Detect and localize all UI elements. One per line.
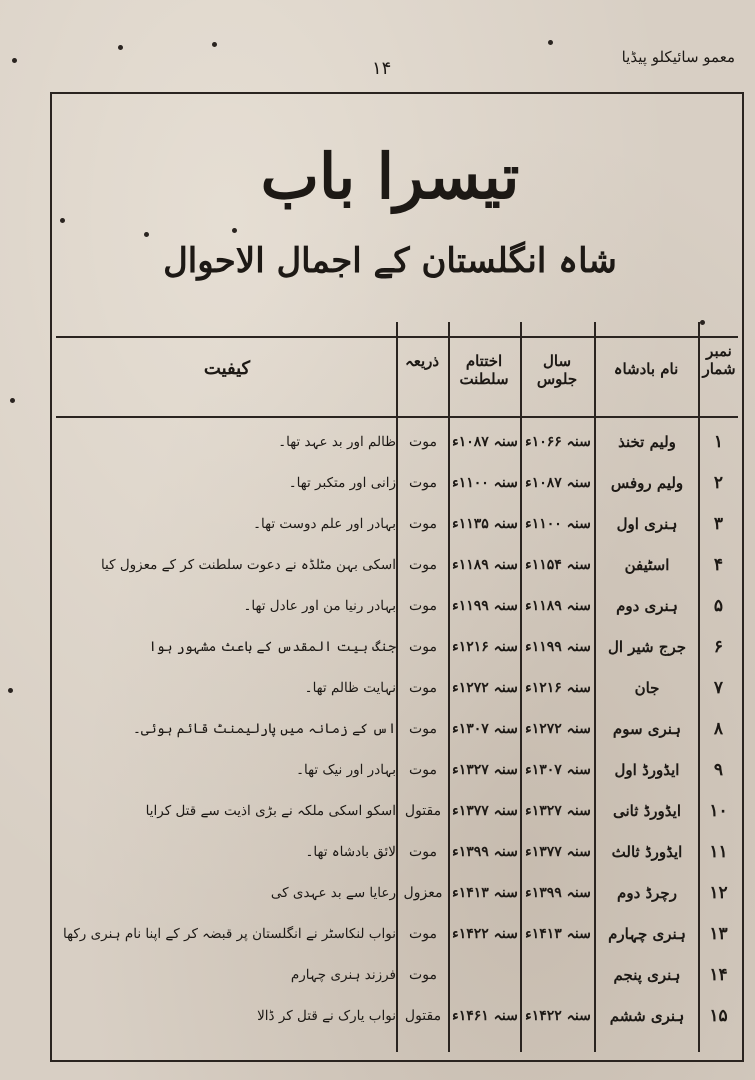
means: موت <box>409 844 437 860</box>
row-number: ۱ <box>713 432 724 452</box>
table-row <box>56 422 738 462</box>
end-of-reign: سنہ ۱۳۲۷ء <box>452 762 518 778</box>
table-row <box>56 955 738 995</box>
end-of-reign: سنہ ۱۴۲۲ء <box>452 926 518 942</box>
chapter-subtitle: شاہ انگلستان کے اجمال الاحوال <box>163 241 617 281</box>
row-number: ۲ <box>713 473 724 493</box>
row-number: ۱۲ <box>709 883 728 903</box>
king-name: ہنری چہارم <box>608 925 686 943</box>
means: معزول <box>403 885 443 901</box>
means: موت <box>409 967 437 983</box>
end-of-reign: سنہ ۱۳۰۷ء <box>452 721 518 737</box>
end-of-reign: سنہ ۱۴۶۱ء <box>452 1008 518 1024</box>
means: مقتول <box>404 803 442 819</box>
accession-year: سنہ ۱۳۰۷ء <box>525 762 591 778</box>
end-of-reign: سنہ ۱۲۱۶ء <box>452 639 518 655</box>
king-name: رچرڈ دوم <box>617 884 677 902</box>
accession-year <box>522 955 594 995</box>
king-name: ہنری پنجم <box>613 966 681 984</box>
accession-year: سنہ ۱۰۶۶ء <box>525 434 591 450</box>
table-row <box>56 996 738 1036</box>
means: موت <box>409 721 437 737</box>
table-row <box>56 873 738 913</box>
remarks: فرزند ہنری چہارم <box>290 967 396 983</box>
chapter-title: تیسرا باب <box>260 140 520 213</box>
table-row <box>56 791 738 831</box>
remarks: اس کے زمانہ میں پارلیمنٹ قائم ہوئی۔ <box>132 721 396 737</box>
remarks: نہایت ظالم تھا۔ <box>304 680 396 696</box>
king-name: ولیم تخنذ <box>618 433 676 451</box>
table-row <box>56 750 738 790</box>
end-of-reign: سنہ ۱۴۱۳ء <box>452 885 518 901</box>
table-row <box>56 709 738 749</box>
table-row <box>56 914 738 954</box>
table-row <box>56 832 738 872</box>
accession-year: سنہ ۱۲۱۶ء <box>525 680 591 696</box>
ink-spot <box>118 45 123 50</box>
header-means: ذریعہ <box>404 352 440 370</box>
table-row <box>56 627 738 667</box>
remarks: زانی اور متکبر تھا۔ <box>288 475 396 491</box>
row-number: ۶ <box>713 637 724 657</box>
remarks: ظالم اور بد عہد تھا۔ <box>278 434 396 450</box>
means: موت <box>409 926 437 942</box>
means: موت <box>409 680 437 696</box>
ink-spot <box>212 42 217 47</box>
accession-year: سنہ ۱۱۸۹ء <box>525 598 591 614</box>
king-name: ایڈورڈ ثالث <box>611 843 683 861</box>
remarks: بہادر اور علم دوست تھا۔ <box>253 516 396 532</box>
running-title: معمو سائیکلو پیڈیا <box>621 48 735 66</box>
means: موت <box>409 475 437 491</box>
row-number: ۵ <box>713 596 724 616</box>
row-number: ۱۵ <box>709 1006 728 1026</box>
accession-year: سنہ ۱۱۹۹ء <box>525 639 591 655</box>
row-number: ۱۳ <box>709 924 728 944</box>
ink-spot <box>10 398 15 403</box>
means: موت <box>409 762 437 778</box>
header-remarks: کیفیت <box>203 358 251 379</box>
header-accession-year: سال جلوس <box>536 352 578 388</box>
remarks: نواب لنکاسٹر نے انگلستان پر قبضہ کر کے اپنا نام ہنری رکھا <box>63 926 396 942</box>
remarks: بہادر اور نیک تھا۔ <box>296 762 396 778</box>
king-name: ہنری اول <box>616 515 678 533</box>
row-number: ۴ <box>713 555 724 575</box>
end-of-reign: سنہ ۱۱۹۹ء <box>452 598 518 614</box>
end-of-reign: سنہ ۱۱۰۰ء <box>452 475 518 491</box>
header-end-of-reign: اختتام سلطنت <box>459 352 509 388</box>
means: موت <box>409 598 437 614</box>
end-of-reign: سنہ ۱۰۸۷ء <box>452 434 518 450</box>
accession-year: سنہ ۱۳۷۷ء <box>525 844 591 860</box>
end-of-reign: سنہ ۱۳۷۷ء <box>452 803 518 819</box>
accession-year: سنہ ۱۱۵۴ء <box>525 557 591 573</box>
means: موت <box>409 434 437 450</box>
row-number: ۳ <box>713 514 724 534</box>
table-row <box>56 463 738 503</box>
remarks: اسکو اسکی ملکہ نے بڑی اذیت سے قتل کرایا <box>145 803 396 819</box>
table-row <box>56 545 738 585</box>
king-name: جان <box>634 679 660 697</box>
king-name: ہنری سوم <box>612 720 682 738</box>
end-of-reign: سنہ ۱۱۸۹ء <box>452 557 518 573</box>
means: موت <box>409 516 437 532</box>
end-of-reign <box>450 955 520 995</box>
king-name: ایڈورڈ اول <box>614 761 680 779</box>
king-name: ایڈورڈ ثانی <box>612 802 682 820</box>
header-king-name: نام بادشاہ <box>613 360 679 378</box>
king-name: جرج شیر ال <box>607 638 687 656</box>
remarks: نواب یارک نے قتل کر ڈالا <box>257 1008 396 1024</box>
end-of-reign: سنہ ۱۲۷۲ء <box>452 680 518 696</box>
accession-year: سنہ ۱۰۸۷ء <box>525 475 591 491</box>
accession-year: سنہ ۱۱۰۰ء <box>525 516 591 532</box>
remarks: رعایا سے بد عہدی کی <box>270 885 396 901</box>
remarks: بہادر رنیا من اور عادل تھا۔ <box>243 598 396 614</box>
end-of-reign: سنہ ۱۳۹۹ء <box>452 844 518 860</box>
accession-year: سنہ ۱۴۱۳ء <box>525 926 591 942</box>
remarks: اسکی بہن مٹلڈہ نے دعوت سلطنت کر کے معزول کیا <box>100 557 396 573</box>
remarks: لائق بادشاہ تھا۔ <box>305 844 396 860</box>
table-row <box>56 504 738 544</box>
king-name: اسٹیفن <box>624 556 670 574</box>
row-number: ۸ <box>713 719 724 739</box>
accession-year: سنہ ۱۳۹۹ء <box>525 885 591 901</box>
header-number: نمبر شمار <box>702 342 736 378</box>
accession-year: سنہ ۱۳۲۷ء <box>525 803 591 819</box>
table-row <box>56 586 738 626</box>
means: مقتول <box>404 1008 442 1024</box>
remarks: جنگ بیت المقدس کے باعث مشہور ہوا <box>148 639 396 655</box>
row-number: ۷ <box>713 678 724 698</box>
row-number: ۱۱ <box>709 842 728 862</box>
ink-spot <box>8 688 13 693</box>
row-number: ۹ <box>713 760 724 780</box>
row-number: ۱۴ <box>709 965 728 985</box>
means: موت <box>409 557 437 573</box>
king-name: ہنری دوم <box>616 597 678 615</box>
kings-table <box>56 322 738 1052</box>
king-name: ولیم روفس <box>610 474 684 492</box>
ink-spot <box>12 58 17 63</box>
accession-year: سنہ ۱۴۲۲ء <box>525 1008 591 1024</box>
end-of-reign: سنہ ۱۱۳۵ء <box>452 516 518 532</box>
ink-spot <box>548 40 553 45</box>
page-number: ۱۴ <box>372 58 392 79</box>
accession-year: سنہ ۱۲۷۲ء <box>525 721 591 737</box>
means: موت <box>409 639 437 655</box>
table-row <box>56 668 738 708</box>
row-number: ۱۰ <box>709 801 728 821</box>
king-name: ہنری ششم <box>609 1007 685 1025</box>
